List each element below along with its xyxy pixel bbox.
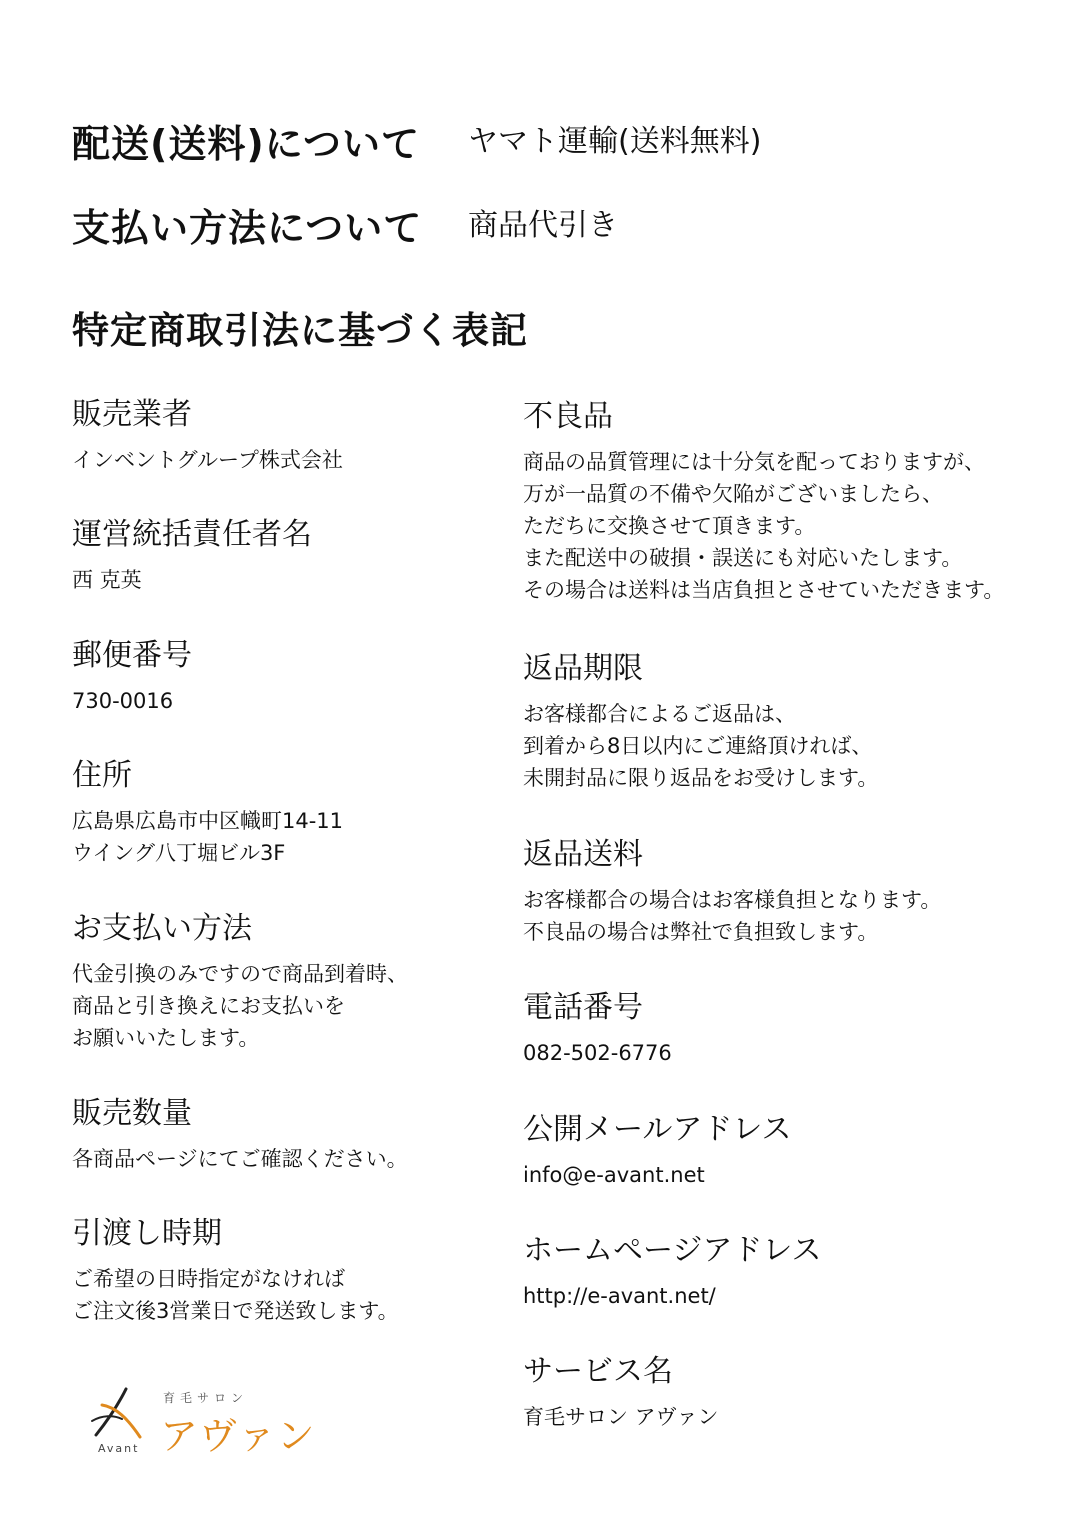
item-title: 返品期限 [523, 651, 643, 686]
body-line: ご希望の日時指定がなければ [72, 1267, 345, 1291]
item-title: 販売業者 [72, 397, 192, 432]
item-title: 郵便番号 [72, 638, 192, 673]
service-name-item [523, 1353, 718, 1433]
body-line: インベントグループ株式会社 [72, 448, 343, 472]
manager-item [72, 516, 312, 596]
item-body [523, 698, 878, 794]
phone-number: 082-502-6776 [523, 1041, 672, 1065]
item-body [523, 1037, 672, 1069]
item-body [72, 958, 408, 1054]
section-title: 特定商取引法に基づく表記 [72, 309, 528, 352]
defective-item [523, 398, 1004, 606]
logo-mark-icon [88, 1385, 148, 1445]
seller-item [72, 396, 343, 476]
body-line: 未開封品に限り返品をお受けします。 [523, 766, 879, 790]
delivery-label: 配送(送料)について [72, 122, 420, 166]
delivery-timing-item [72, 1215, 399, 1327]
item-title: お支払い方法 [72, 911, 252, 946]
body-line: ただちに交換させて頂きます。 [523, 514, 816, 538]
item-title: 住所 [72, 758, 132, 793]
avant-logo [88, 1385, 318, 1460]
body-line: ご注文後3営業日で発送致します。 [72, 1299, 399, 1323]
body-line: 不良品の場合は弊社で負担致します。 [523, 920, 879, 944]
body-line: 各商品ページにてご確認ください。 [72, 1147, 408, 1171]
item-title: ホームページアドレス [523, 1233, 822, 1268]
service-name: 育毛サロン アヴァン [523, 1405, 719, 1429]
item-body [72, 444, 343, 476]
item-body [523, 1401, 718, 1433]
address-item [72, 757, 343, 869]
item-title: 販売数量 [72, 1096, 192, 1131]
return-deadline-item [523, 650, 878, 794]
sales-quantity-item [72, 1095, 408, 1175]
phone-item [523, 989, 672, 1069]
body-line: また配送中の破損・誤送にも対応いたします。 [523, 546, 963, 570]
item-title: 返品送料 [523, 837, 643, 872]
body-line: ウイング八丁堀ビル3F [72, 841, 286, 865]
body-line: お願いいたします。 [72, 1026, 260, 1050]
body-line: その場合は送料は当店負担とさせていただきます。 [523, 578, 1005, 602]
payment-label: 支払い方法について [72, 206, 423, 250]
homepage-item [523, 1232, 822, 1312]
body-line: 商品の品質管理には十分気を配っておりますが、 [523, 450, 985, 474]
body-line: お客様都合によるご返品は、 [523, 702, 796, 726]
item-body [72, 1263, 399, 1327]
postal-code-item [72, 637, 192, 717]
item-title: サービス名 [523, 1354, 673, 1389]
payment-value: 商品代引き [468, 208, 618, 243]
item-body [72, 564, 312, 596]
item-body [72, 685, 192, 717]
body-line: 730-0016 [72, 689, 174, 713]
logo-en-text: Avant [98, 1442, 140, 1455]
delivery-value: ヤマト運輸(送料無料) [468, 124, 762, 159]
body-line: 商品と引き換えにお支払いを [72, 994, 345, 1018]
payment-method-item [72, 910, 408, 1054]
email-address: info@e-avant.net [523, 1163, 705, 1187]
item-body [523, 884, 941, 948]
body-line: 代金引換のみですので商品到着時、 [72, 962, 408, 986]
body-line: 到着から8日以内にご連絡頂ければ、 [523, 734, 873, 758]
homepage-url: http://e-avant.net/ [523, 1284, 716, 1308]
item-body [72, 1143, 408, 1175]
item-body [523, 446, 1004, 606]
body-line: 西 克英 [72, 568, 142, 592]
item-title: 運営統括責任者名 [72, 517, 312, 552]
item-body [523, 1159, 792, 1191]
email-item [523, 1111, 792, 1191]
logo-main-text: アヴァン [160, 1414, 316, 1458]
return-shipping-item [523, 836, 941, 948]
body-line: 広島県広島市中区幟町14-11 [72, 809, 344, 833]
body-line: 万が一品質の不備や欠陥がございましたら、 [523, 482, 943, 506]
item-title: 引渡し時期 [72, 1216, 222, 1251]
logo-sub-text: 育毛サロン [163, 1391, 249, 1405]
item-title: 不良品 [523, 399, 613, 434]
item-body [72, 805, 343, 869]
item-title: 電話番号 [523, 990, 643, 1025]
body-line: お客様都合の場合はお客様負担となります。 [523, 888, 942, 912]
item-body [523, 1280, 822, 1312]
item-title: 公開メールアドレス [523, 1112, 792, 1147]
